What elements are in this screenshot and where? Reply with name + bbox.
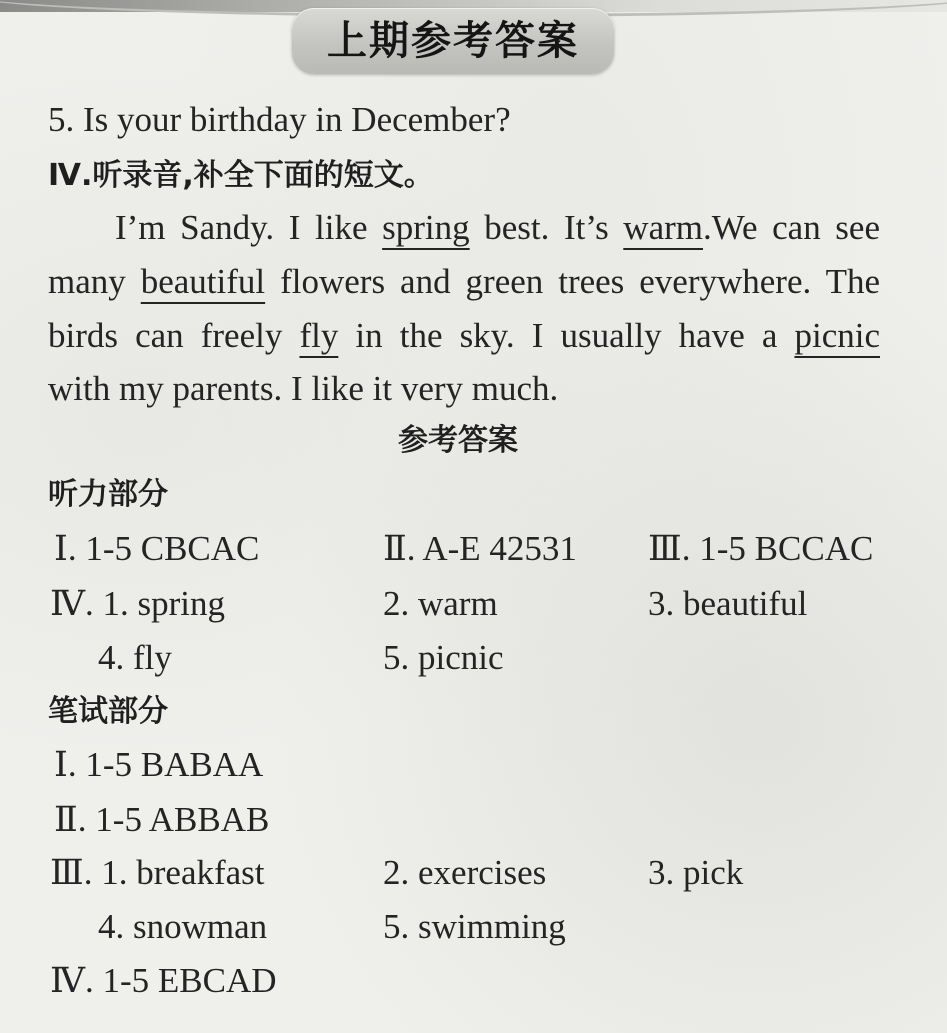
underlined-answer: warm	[623, 208, 703, 247]
answer-item: Ⅱ. 1-5 ABBAB	[54, 800, 270, 839]
passage-text: best. It’s	[469, 208, 624, 247]
answer-item: 5. swimming	[383, 907, 566, 946]
answer-item: Ⅲ. 1. breakfast	[50, 853, 265, 892]
underlined-answer: spring	[382, 208, 470, 247]
answer-item: 4. snowman	[98, 907, 268, 946]
underlined-answer: fly	[299, 316, 339, 355]
answer-item: 2. exercises	[383, 853, 547, 892]
listening-heading: 听力部分	[48, 477, 168, 512]
underlined-answer: picnic	[794, 316, 880, 355]
passage-line-4	[48, 369, 558, 409]
section-iv-heading: Ⅳ.听录音,补全下面的短文。	[48, 158, 434, 193]
answer-item: Ⅰ. 1-5 BABAA	[54, 745, 264, 784]
passage-text: with my parents. I like it very much.	[48, 369, 559, 408]
answer-item: Ⅲ. 1-5 BCCAC	[648, 529, 874, 568]
passage-text: .We can see	[703, 208, 880, 247]
answer-item: 5. picnic	[383, 638, 504, 677]
passage-text: many	[48, 262, 141, 301]
page-title: 上期参考答案	[292, 8, 614, 74]
underlined-answer: beautiful	[140, 262, 266, 301]
answer-item: 3. beautiful	[648, 584, 808, 623]
answer-item: 3. pick	[648, 853, 744, 892]
answers-heading: 参考答案	[398, 423, 518, 458]
answer-item: Ⅳ. 1-5 EBCAD	[50, 961, 277, 1000]
writing-heading: 笔试部分	[48, 694, 168, 729]
answer-item: 2. warm	[383, 584, 498, 623]
passage-text: birds can freely	[48, 316, 300, 355]
passage-text: I’m Sandy. I like	[115, 208, 383, 247]
answer-item: Ⅳ. 1. spring	[50, 584, 225, 623]
answer-item: Ⅱ. A-E 42531	[383, 529, 577, 568]
passage-line-3	[48, 316, 880, 356]
answer-item: Ⅰ. 1-5 CBCAC	[54, 529, 260, 568]
passage-line-1	[115, 208, 880, 248]
answer-item: 4. fly	[98, 638, 172, 677]
passage-text: flowers and green trees everywhere. The	[265, 262, 880, 301]
passage-line-2	[48, 262, 880, 302]
passage-text: in the sky. I usually have a	[338, 316, 795, 355]
question-5: 5. Is your birthday in December?	[48, 100, 511, 139]
